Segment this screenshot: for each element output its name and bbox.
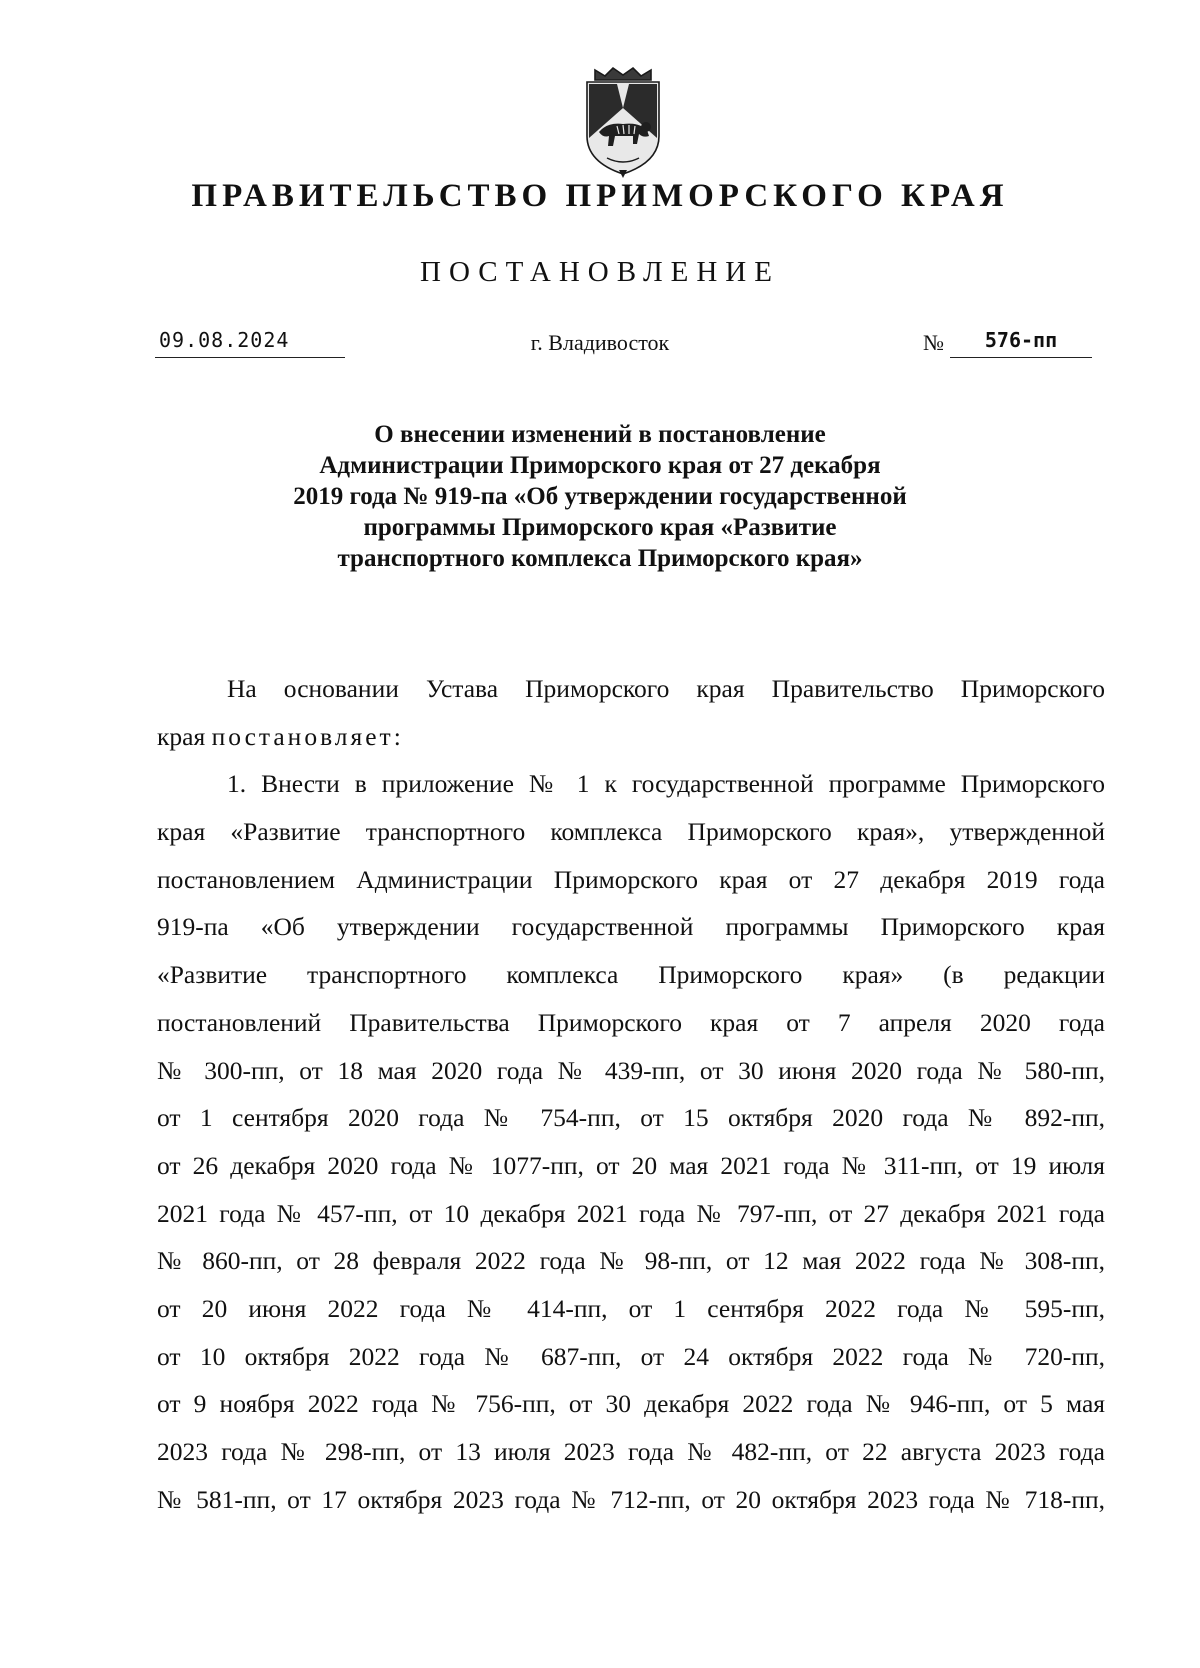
body-line: 2021 года № 457-пп, от 10 декабря 2021 года № 797-пп, от 27 декабря 2021 года: [157, 1198, 1105, 1228]
document-body: [157, 665, 1105, 1523]
document-title: [250, 419, 950, 574]
document-type: ПОСТАНОВЛЕНИЕ: [420, 256, 780, 288]
body-line: от 10 октября 2022 года № 687-пп, от 24 октября 2022 года № 720-пп,: [157, 1341, 1105, 1371]
body-line: постановлений Правительства Приморского края от 7 апреля 2020 года: [157, 1007, 1105, 1037]
body-line: края «Развитие транспортного комплекса Приморского края», утвержденной: [157, 817, 1105, 847]
title-line: транспортного комплекса Приморского края»: [337, 545, 863, 572]
body-line: 2023 года № 298-пп, от 13 июля 2023 года № 482-пп, от 22 августа 2023 года: [157, 1437, 1105, 1466]
body-line: постановлением Администрации Приморского края от 27 декабря 2019 года: [157, 864, 1105, 894]
body-line: от 1 сентября 2020 года № 754-пп, от 15 октября 2020 года № 892-пп,: [157, 1103, 1105, 1133]
coat-of-arms-icon: [577, 66, 669, 178]
body-line: от 20 июня 2022 года № 414-пп, от 1 сентября 2022 года № 595-пп,: [157, 1293, 1105, 1323]
body-line: «Развитие транспортного комплекса Приморского края» (в редакции: [157, 960, 1105, 990]
body-line: На основании Устава Приморского края Правительство Приморского: [227, 674, 1105, 703]
document-city: г. Владивосток: [530, 330, 670, 355]
document-number: 576-пп: [950, 328, 1092, 358]
body-line: № 300-пп, от 18 мая 2020 года № 439-пп, от 30 июня 2020 года № 580-пп,: [157, 1055, 1105, 1085]
body-line: 919-па «Об утверждении государственной программы Приморского края: [157, 912, 1105, 942]
title-line: Администрации Приморского края от 27 декабря: [319, 452, 881, 479]
body-line: [157, 713, 1105, 761]
body-line: № 860-пп, от 28 февраля 2022 года № 98-пп, от 12 мая 2022 года № 308-пп,: [157, 1246, 1105, 1276]
title-line: О внесении изменений в постановление: [374, 421, 826, 448]
organization-title: ПРАВИТЕЛЬСТВО ПРИМОРСКОГО КРАЯ: [191, 178, 1009, 214]
title-line: программы Приморского края «Развитие: [363, 514, 837, 541]
body-line: 1. Внести в приложение № 1 к государственной программе Приморского: [227, 769, 1105, 799]
number-label: №: [923, 330, 944, 355]
body-line: № 581-пп, от 17 октября 2023 года № 712-пп, от 20 октября 2023 года № 718-пп,: [157, 1484, 1105, 1514]
resolves-keyword: постановляет:: [211, 721, 404, 751]
title-line: 2019 года № 919-па «Об утверждении государственной: [293, 483, 907, 510]
body-line: от 9 ноября 2022 года № 756-пп, от 30 декабря 2022 года № 946-пп, от 5 мая: [157, 1389, 1105, 1419]
body-line-prefix: края: [157, 721, 206, 751]
document-date: 09.08.2024: [155, 328, 345, 358]
body-line: от 26 декабря 2020 года № 1077-пп, от 20 мая 2021 года № 311-пп, от 19 июля: [157, 1150, 1105, 1180]
